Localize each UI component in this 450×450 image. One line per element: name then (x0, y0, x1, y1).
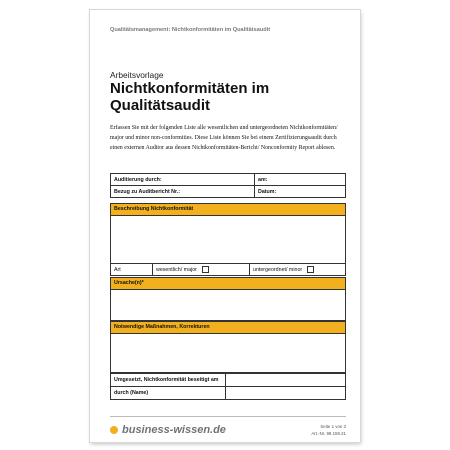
footer-divider (110, 416, 346, 417)
resolution-table (110, 373, 346, 400)
table-row (111, 387, 346, 400)
intro-text: Erfassen Sie mit der folgenden Liste alle wesentlichen und untergeordneten Nichtkonformitäten/ major und minor non-conformities. Diese Liste können Sie bei einem Zertifizierungsaudit durch einen externen Auditor aus dessen Nichtkonformitäten-Bericht/ Nonconformity Report ablesen. (110, 125, 338, 151)
description-section (110, 203, 346, 276)
table-row (111, 374, 346, 387)
article-number: Art.-Nr. 99.159.21 (311, 431, 346, 436)
cause-section (110, 277, 346, 321)
brand-logo (110, 424, 226, 436)
minor-option[interactable] (250, 264, 345, 275)
report-date-field[interactable]: Datum: (255, 186, 346, 198)
description-area[interactable] (111, 216, 345, 263)
description-heading: Beschreibung Nichtkonformität (111, 204, 345, 216)
resolved-by-value[interactable] (226, 387, 346, 400)
type-label: Art (111, 264, 153, 275)
measures-section (110, 321, 346, 373)
major-option[interactable] (153, 264, 250, 275)
logo-dot-icon (110, 426, 118, 434)
document-subtitle: Arbeitsvorlage (110, 70, 164, 80)
audited-by-field[interactable]: Auditierung durch: (111, 174, 255, 186)
cause-area[interactable] (111, 290, 345, 320)
cause-heading: Ursache(n)* (111, 278, 345, 290)
report-number-field[interactable]: Bezug zu Auditbericht Nr.: (111, 186, 255, 198)
brand-name: business-wissen.de (122, 424, 226, 436)
major-checkbox[interactable] (202, 266, 209, 273)
running-header: Qualitätsmanagement: Nichtkonformitäten im Qualitätsaudit (110, 27, 271, 33)
resolved-by-field[interactable]: durch (Name) (111, 387, 226, 400)
minor-label: untergeordnet/ minor (253, 266, 303, 273)
type-row (111, 263, 345, 275)
page-number: Seite 1 von 3 (320, 424, 346, 429)
measures-area[interactable] (111, 334, 345, 372)
audit-date-field[interactable]: am: (255, 174, 346, 186)
minor-checkbox[interactable] (307, 266, 314, 273)
resolved-date-value[interactable] (226, 374, 346, 387)
audit-table (110, 173, 346, 198)
resolved-date-field[interactable]: Umgesetzt, Nichtkonformität beseitigt am (111, 374, 226, 387)
document-page (90, 10, 360, 442)
major-label: wesentlich/ major (156, 266, 197, 273)
footer-info (311, 423, 346, 437)
table-row (111, 174, 346, 186)
measures-heading: Notwendige Maßnahmen, Korrekturen (111, 322, 345, 334)
table-row (111, 186, 346, 198)
document-title: Nichtkonformitäten im Qualitätsaudit (110, 80, 270, 114)
